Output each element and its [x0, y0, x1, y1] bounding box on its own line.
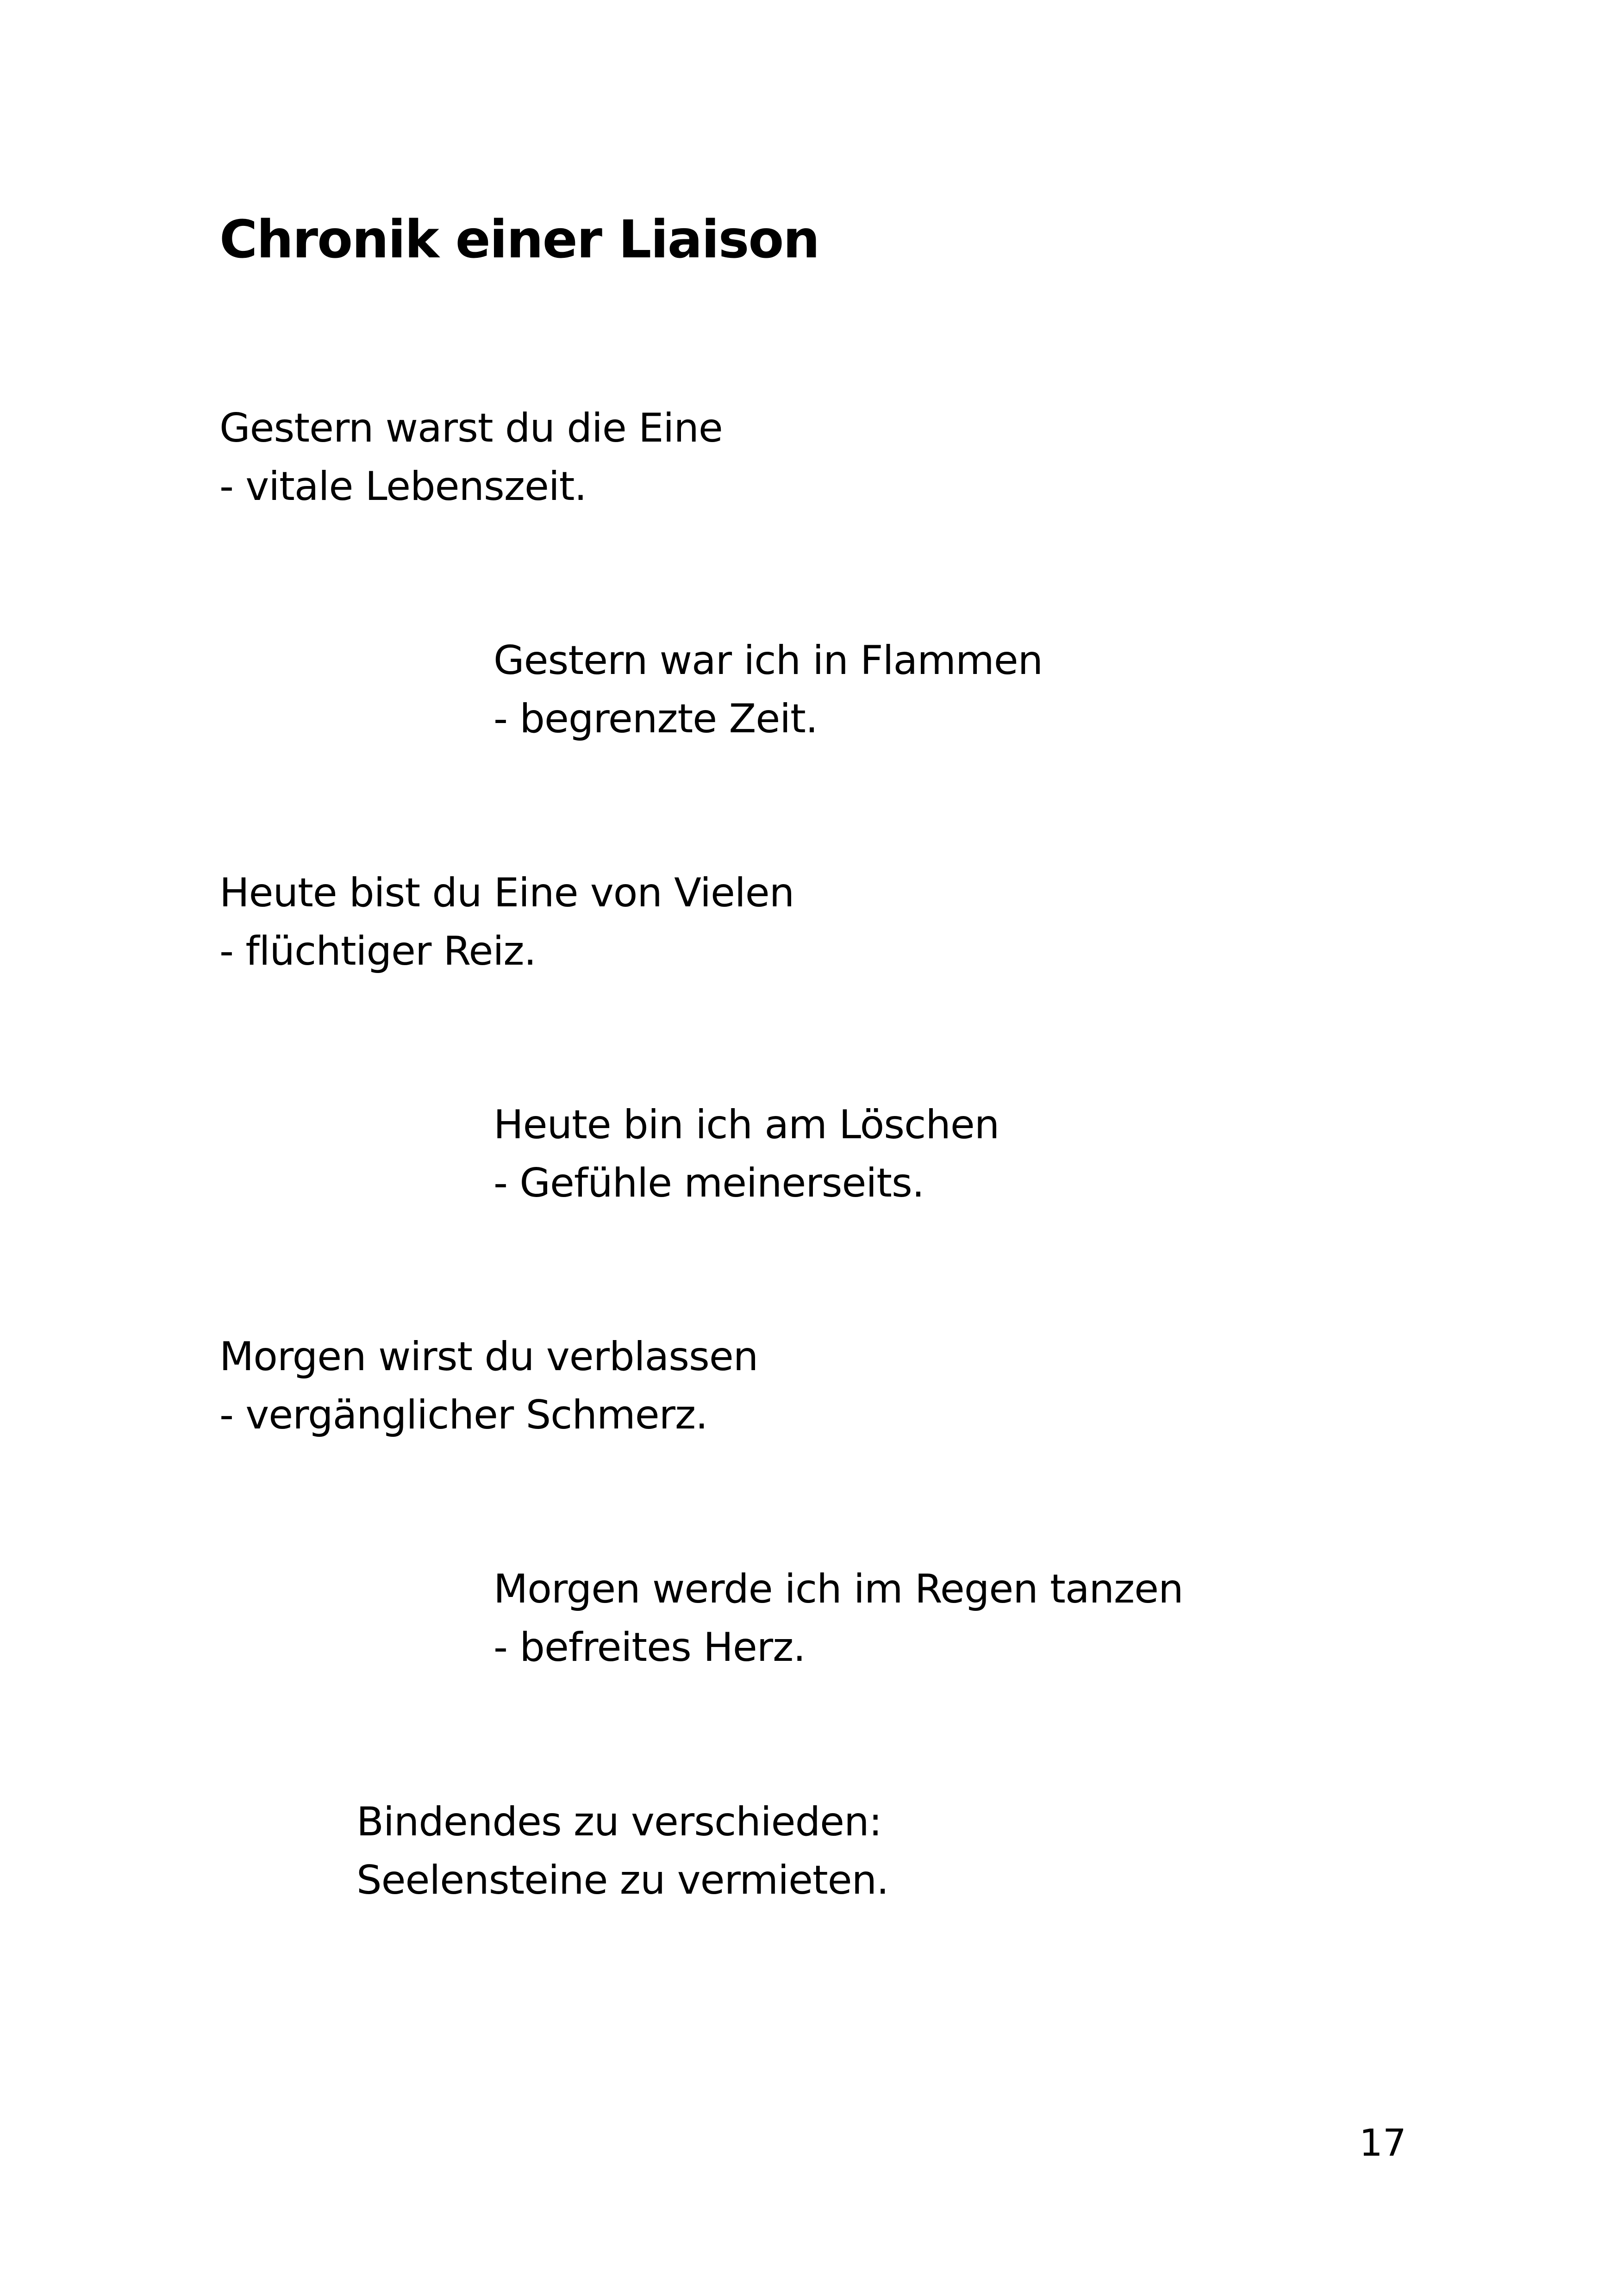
stanza-line: Bindendes zu verschieden:: [356, 1799, 882, 1845]
page-number: 17: [1359, 2121, 1406, 2164]
stanza-line: - vitale Lebenszeit.: [219, 463, 587, 510]
stanza-line: - flüchtiger Reiz.: [219, 928, 536, 974]
stanza-line: Heute bin ich am Löschen: [493, 1102, 999, 1148]
stanza-line: Gestern warst du die Eine: [219, 405, 723, 451]
poem-title: Chronik einer Liaison: [219, 210, 819, 270]
stanza-3: [219, 864, 794, 980]
stanza-line: - vergänglicher Schmerz.: [219, 1392, 708, 1438]
stanza-2: [493, 631, 1043, 748]
stanza-4: [493, 1096, 999, 1212]
stanza-5: [219, 1328, 758, 1444]
stanza-6: [493, 1560, 1183, 1677]
stanza-line: Gestern war ich in Flammen: [493, 637, 1043, 684]
stanza-line: Morgen werde ich im Regen tanzen: [493, 1566, 1183, 1612]
stanza-line: - befreites Herz.: [493, 1624, 806, 1671]
stanza-line: Morgen wirst du verblassen: [219, 1334, 758, 1380]
stanza-1: [219, 399, 723, 516]
stanza-7: [356, 1793, 889, 1909]
stanza-line: Seelensteine zu vermieten.: [356, 1857, 889, 1903]
stanza-line: - begrenzte Zeit.: [493, 696, 818, 742]
stanza-line: Heute bist du Eine von Vielen: [219, 870, 794, 916]
stanza-line: - Gefühle meinerseits.: [493, 1160, 924, 1206]
